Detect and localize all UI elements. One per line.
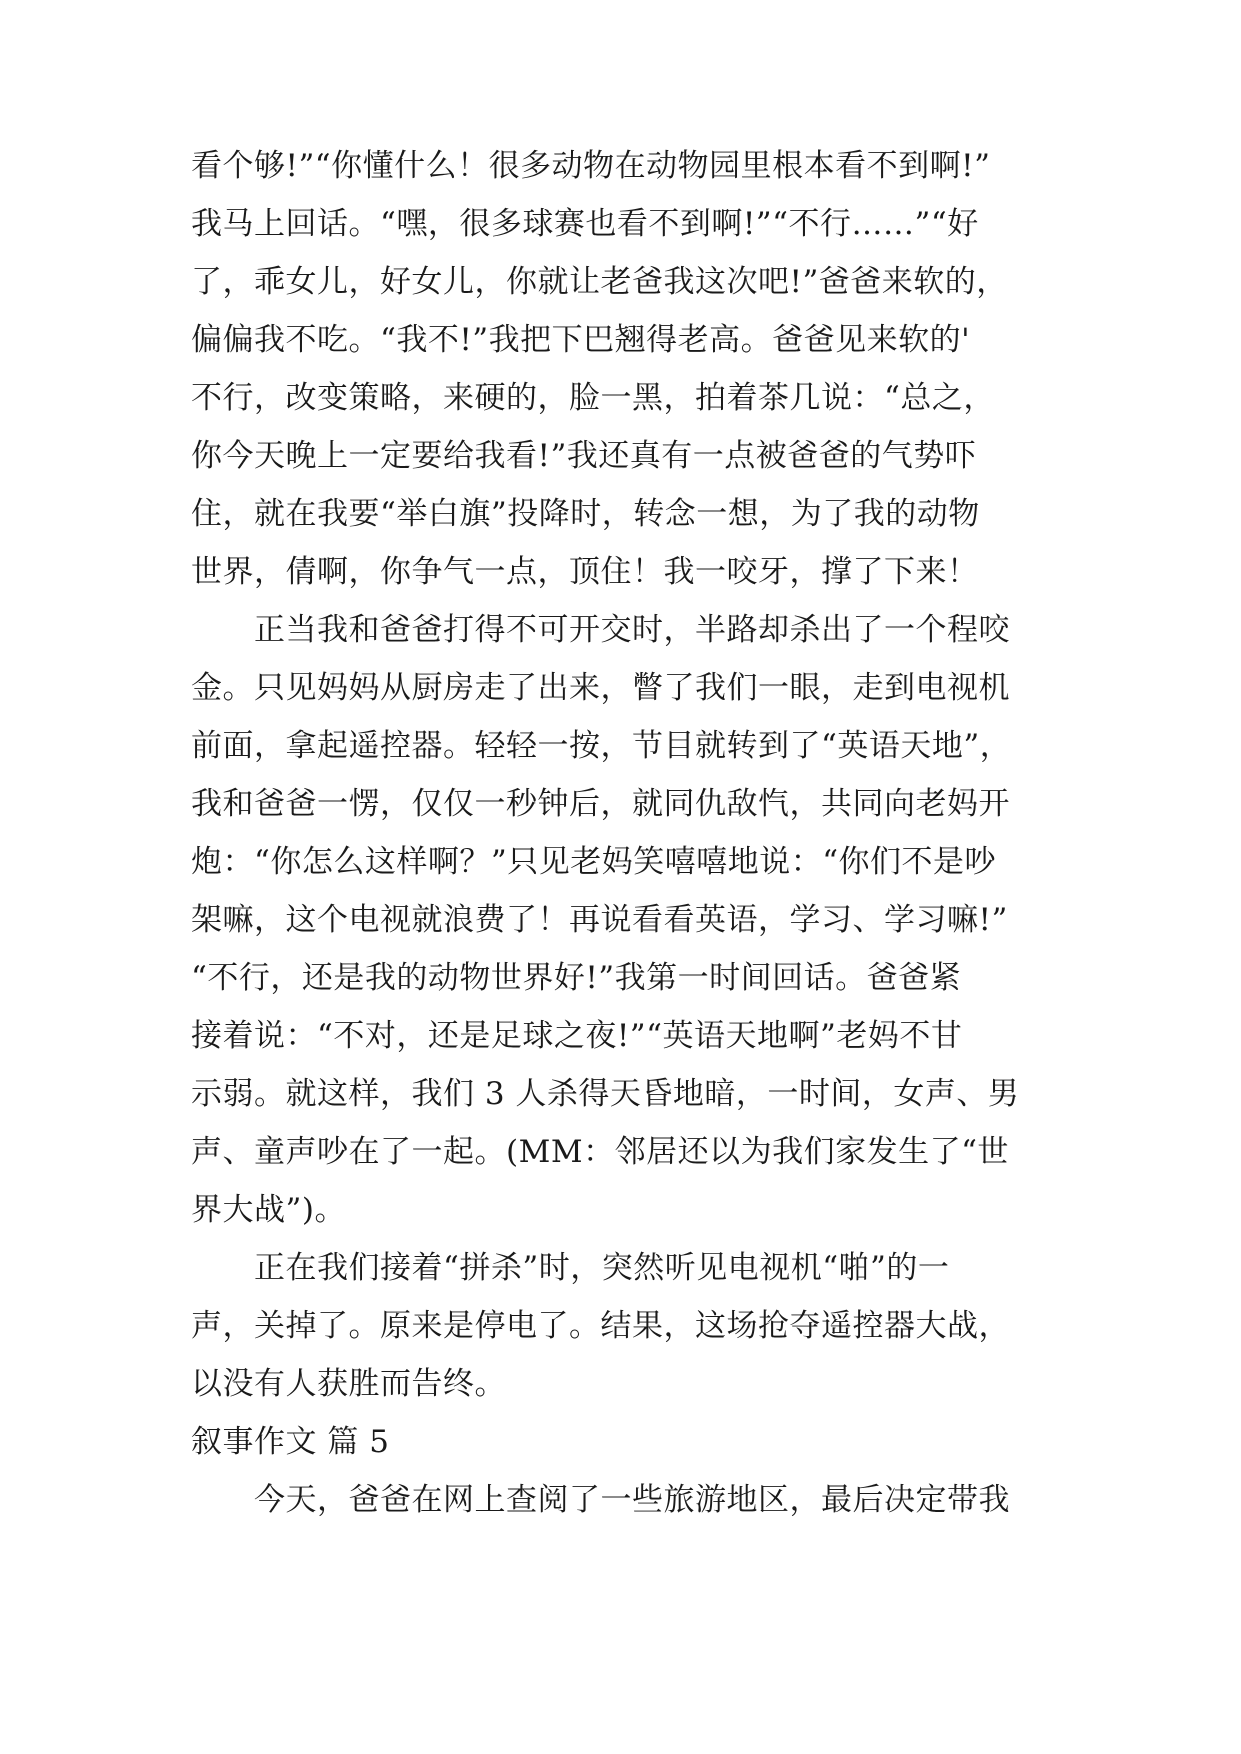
paragraph-line: 炮：“你怎么这样啊？”只见老妈笑嘻嘻地说：“你们不是吵 — [191, 844, 997, 880]
paragraph-line: 声、童声吵在了一起。(MM：邻居还以为我们家发生了“世 — [191, 1134, 1009, 1170]
paragraph-line: 金。只见妈妈从厨房走了出来，瞥了我们一眼，走到电视机 — [191, 670, 1010, 706]
paragraph-line: 今天，爸爸在网上查阅了一些旅游地区，最后决定带我 — [254, 1482, 1010, 1518]
paragraph-line: 我和爸爸一愣，仅仅一秒钟后，就同仇敌忾，共同向老妈开 — [191, 786, 1010, 822]
paragraph-line: 正当我和爸爸打得不可开交时，半路却杀出了一个程咬 — [254, 612, 1010, 648]
paragraph-line: 示弱。就这样，我们 3 人杀得天昏地暗，一时间，女声、男 — [191, 1076, 1020, 1112]
section-heading: 叙事作文 篇 5 — [191, 1424, 390, 1460]
paragraph-line: 世界，倩啊，你争气一点，顶住！我一咬牙，撑了下来！ — [191, 554, 979, 590]
paragraph-line: 界大战”)。 — [191, 1192, 346, 1228]
paragraph-line: 你今天晚上一定要给我看!”我还真有一点被爸爸的气势吓 — [191, 438, 977, 474]
paragraph-line: 以没有人获胜而告终。 — [191, 1366, 506, 1402]
paragraph-line: 看个够!”“你懂什么！很多动物在动物园里根本看不到啊!” — [191, 148, 991, 184]
paragraph-line: 声，关掉了。原来是停电了。结果，这场抢夺遥控器大战， — [191, 1308, 1010, 1344]
paragraph-line: 不行，改变策略，来硬的，脸一黑，拍着茶几说：“总之， — [191, 380, 995, 416]
paragraph-line: 我马上回话。“嘿，很多球赛也看不到啊!”“不行……”“好 — [191, 206, 979, 242]
paragraph-line: 正在我们接着“拼杀”时，突然听见电视机“啪”的一 — [254, 1250, 950, 1286]
paragraph-line: 住，就在我要“举白旗”投降时，转念一想，为了我的动物 — [191, 496, 980, 532]
paragraph-line: 接着说：“不对，还是足球之夜!”“英语天地啊”老妈不甘 — [191, 1018, 963, 1054]
paragraph-line: 架嘛，这个电视就浪费了！再说看看英语，学习、学习嘛!” — [191, 902, 1008, 938]
paragraph-line: 偏偏我不吃。“我不!”我把下巴翘得老高。爸爸见来软的' — [191, 322, 971, 358]
paragraph-line: “不行，还是我的动物世界好!”我第一时间回话。爸爸紧 — [191, 960, 962, 996]
paragraph-line: 前面，拿起遥控器。轻轻一按，节目就转到了“英语天地”， — [191, 728, 1012, 764]
paragraph-line: 了，乖女儿，好女儿，你就让老爸我这次吧!”爸爸来软的， — [191, 264, 1008, 300]
